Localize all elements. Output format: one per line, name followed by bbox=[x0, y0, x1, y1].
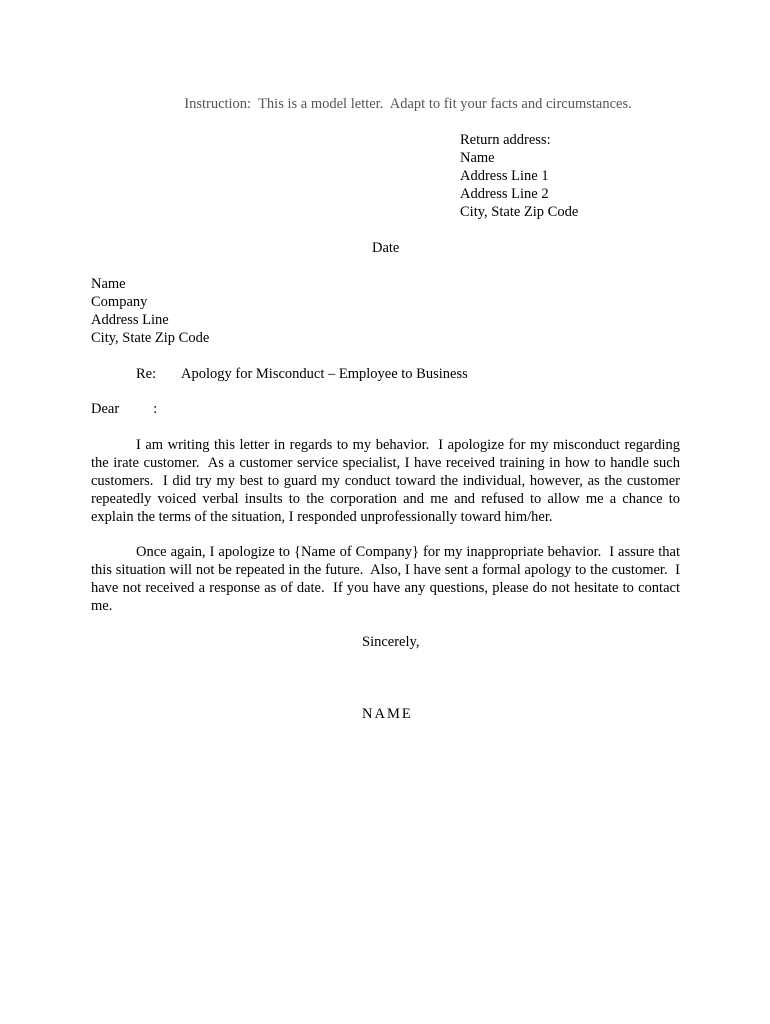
subject-label: Re: bbox=[136, 366, 157, 382]
body-paragraph-2-text: Once again, I apologize to {Name of Company} for my inappropriate behavior. I assure that this situation will not be repeated in the future. Also, I have sent a formal apology to the customer. I have not received a response as of date. If you have any questions, please do not hesitate to contact me. bbox=[91, 544, 684, 614]
subject-line bbox=[136, 365, 468, 383]
recipient-address-line: Address Line bbox=[91, 312, 169, 328]
return-address-block bbox=[460, 131, 578, 221]
signature-name bbox=[362, 705, 413, 723]
recipient-company: Company bbox=[91, 294, 148, 310]
return-address-line2: Address Line 2 bbox=[460, 186, 549, 202]
return-address-name: Name bbox=[460, 150, 495, 166]
recipient-city-state-zip: City, State Zip Code bbox=[91, 330, 210, 346]
return-address-line1: Address Line 1 bbox=[460, 168, 549, 184]
subject-text: Apology for Misconduct – Employee to Business bbox=[181, 366, 468, 382]
return-address-label: Return address: bbox=[460, 132, 551, 148]
letter-date: Date bbox=[372, 240, 400, 256]
signature-text: NAME bbox=[362, 706, 413, 722]
recipient-address-block bbox=[91, 275, 209, 347]
body-paragraph-2 bbox=[91, 543, 684, 615]
salutation-word: Dear bbox=[91, 401, 120, 417]
return-address-city-state-zip: City, State Zip Code bbox=[460, 204, 579, 220]
salutation bbox=[91, 400, 157, 418]
body-paragraph-1 bbox=[91, 436, 684, 526]
instruction-note: Instruction: This is a model letter. Adapt to fit your facts and circumstances. bbox=[184, 96, 632, 112]
closing: Sincerely, bbox=[362, 634, 420, 650]
salutation-colon: : bbox=[153, 401, 158, 417]
recipient-name: Name bbox=[91, 276, 126, 292]
body-paragraph-1-text: I am writing this letter in regards to my behavior. I apologize for my misconduct regarding the irate customer. As a customer service specialist, I have received training in how to handle such customers. I did try my best to guard my conduct toward the individual, however, as the customer repeatedly voiced verbal insults to the corporation and me and refused to allow me a chance to explain the terms of the situation, I responded unprofessionally toward him/her. bbox=[91, 437, 684, 525]
